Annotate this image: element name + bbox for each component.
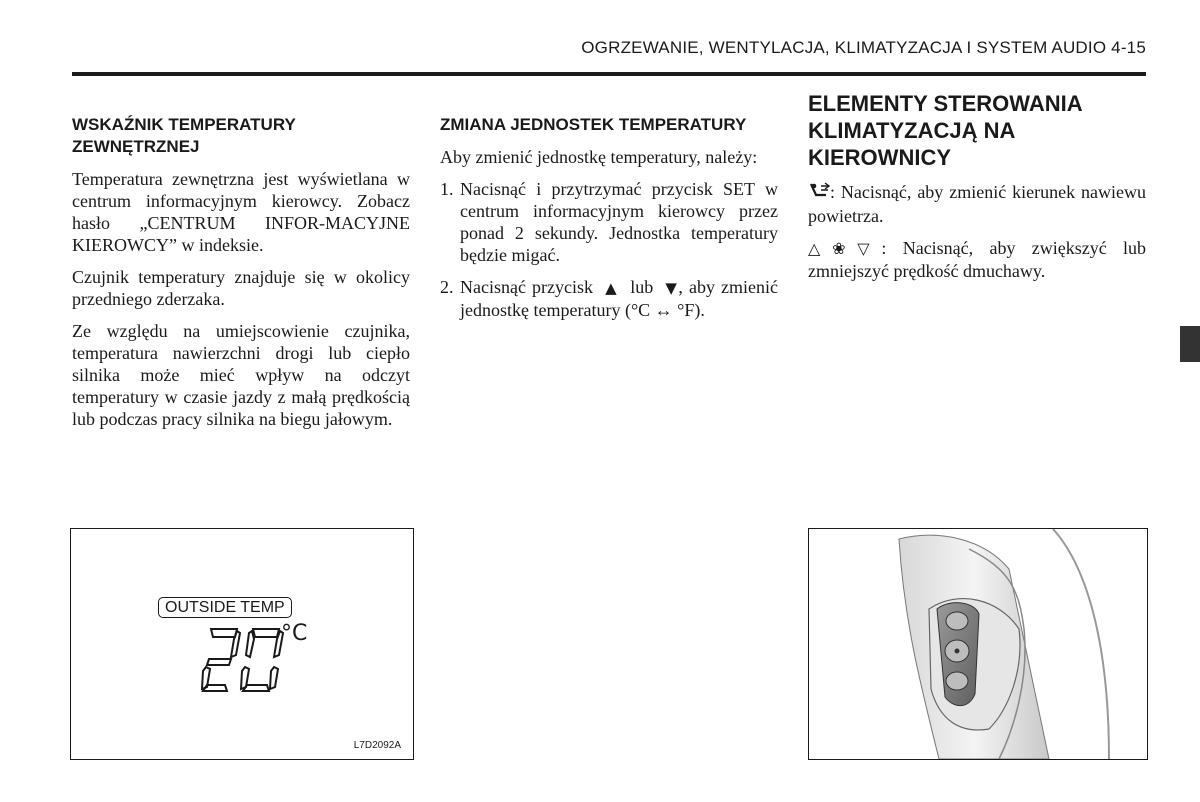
display-label: OUTSIDE TEMP (158, 597, 292, 618)
step-text: , aby zmienić jednostkę temperatury (°C ↔ °F). (460, 277, 778, 320)
column-temp-units (440, 114, 778, 331)
chapter-tab (1180, 326, 1200, 362)
control-text: : Nacisnąć, aby zwiększyć lub zmniejszyć prędkość dmuchawy. (808, 238, 1146, 281)
down-arrow-icon: ▼ (665, 279, 679, 297)
step-number: 1. (440, 179, 454, 199)
section-heading-steering-controls: ELEMENTY STEROWANIA KLIMATYZACJĄ NA KIEROWNICY (808, 91, 1082, 170)
list-item (440, 276, 778, 321)
control-description (808, 237, 1146, 282)
section-heading-outside-temp: WSKAŹNIK TEMPERATURY ZEWNĘTRZNEJ (72, 115, 296, 156)
step-text: lub (630, 277, 654, 297)
column-steering-controls (808, 90, 1146, 292)
intro-paragraph: Aby zmienić jednostkę temperatury, należy: (440, 147, 758, 167)
control-description (808, 181, 1146, 227)
paragraph: Czujnik temperatury znajduje się w okolicy przedniego zderzaka. (72, 267, 410, 309)
step-number: 2. (440, 277, 454, 297)
fan-speed-icon: △❀▽ (808, 239, 882, 258)
running-header: OGRZEWANIE, WENTYLACJA, KLIMATYZACJA I SYSTEM AUDIO 4-15 (581, 38, 1146, 57)
control-text: : Nacisnąć, aby zmienić kierunek nawiewu powietrza. (808, 182, 1146, 226)
airflow-mode-icon (808, 182, 830, 205)
header-rule (72, 72, 1146, 76)
up-arrow-icon: ▲ (605, 279, 619, 297)
paragraph: Temperatura zewnętrzna jest wyświetlana w centrum informacyjnym kierowcy. Zobacz hasło „CENTRUM INFOR-MACYJNE KIEROWCY” w indeksie. (72, 169, 410, 255)
figure-outside-temp-display (70, 528, 414, 760)
column-outside-temp (72, 114, 410, 440)
steps-list (440, 178, 778, 321)
step-text: Nacisnąć przycisk (460, 277, 593, 297)
section-heading-temp-units: ZMIANA JEDNOSTEK TEMPERATURY (440, 115, 747, 134)
figure-steering-wheel-controls (808, 528, 1148, 760)
temperature-unit: °C (281, 621, 308, 646)
figure-code: L7D2092A (353, 740, 401, 751)
paragraph: Ze względu na umiejscowienie czujnika, temperatura nawierzchni drogi lub ciepło silnika może mieć wpływ na odczyt temperatury w czasie jazdy z małą prędkością lub podczas pracy silnika na biegu jałowym. (72, 321, 410, 429)
list-item (440, 178, 778, 266)
steering-wheel-illustration (809, 529, 1147, 759)
step-text: Nacisnąć i przytrzymać przycisk SET w centrum informacyjnym kierowcy przez ponad 2 sekundy. Jednostka temperatury będzie migać. (460, 179, 778, 265)
